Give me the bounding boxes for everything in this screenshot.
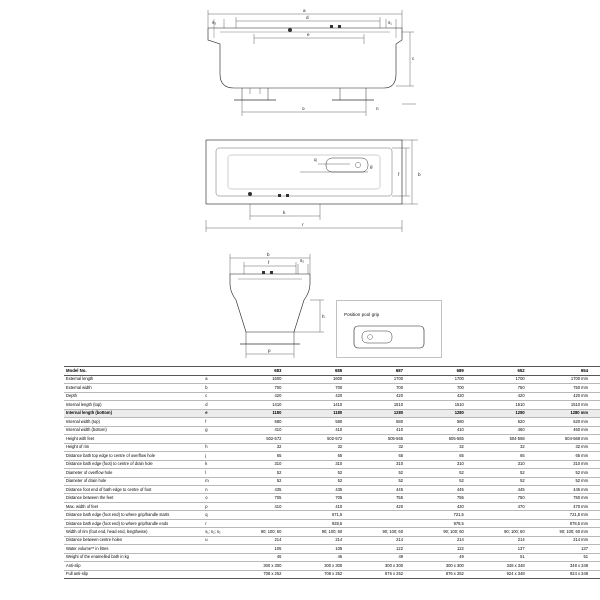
table-row <box>64 494 600 502</box>
table-row <box>64 545 600 553</box>
row-value: 214 mm <box>537 536 600 544</box>
row-value: 1700 mm <box>537 375 600 383</box>
row-value: 310 <box>293 460 354 468</box>
column-header-687: 687 <box>354 367 415 376</box>
row-value: 750 mm <box>537 384 600 392</box>
dim-label-s2: s₂ <box>300 258 305 263</box>
row-value: 410 <box>233 502 294 510</box>
row-value: 49 <box>354 553 415 561</box>
row-value: 51 <box>537 553 600 561</box>
row-value: 52 mm <box>537 477 600 485</box>
table-row <box>64 460 600 468</box>
row-value <box>476 511 537 519</box>
row-value: 137 <box>537 545 600 553</box>
table-row <box>64 375 600 383</box>
row-value: 580 <box>233 418 294 426</box>
row-value: 620 mm <box>537 418 600 426</box>
table-body <box>64 375 600 579</box>
table-row <box>64 536 600 544</box>
row-value: 65 <box>233 452 294 460</box>
row-symbol: j <box>203 452 232 460</box>
dim-label-c: c <box>412 56 415 61</box>
row-value: 410 <box>293 426 354 434</box>
table-row <box>64 562 600 570</box>
row-symbol <box>203 553 232 561</box>
row-label: Max. width of feet <box>64 502 203 510</box>
row-value: 32 <box>415 443 476 451</box>
row-value: 214 <box>293 536 354 544</box>
row-label: Diameter of overflow hole <box>64 469 203 477</box>
row-value: 65 <box>415 452 476 460</box>
row-value: 410 <box>233 426 294 434</box>
row-symbol <box>203 570 232 578</box>
row-value: 420 <box>415 502 476 510</box>
row-label: Distance foot end of bath edge to centre of foot <box>64 485 203 493</box>
dim-label-r: r <box>302 222 304 227</box>
dim-label-b: b <box>418 172 421 177</box>
row-symbol: u <box>203 536 232 544</box>
row-value: 90; 100; 60 mm <box>537 528 600 536</box>
row-value: 105 <box>293 545 354 553</box>
row-value: 300 x 300 <box>354 562 415 570</box>
dim-label-k: k <box>283 210 286 215</box>
row-value: 52 <box>293 469 354 477</box>
table-row <box>64 553 600 561</box>
row-value: 580 <box>354 418 415 426</box>
row-value: 502-572 <box>293 435 354 443</box>
table-row <box>64 435 600 443</box>
table-row <box>64 570 600 578</box>
row-value: 755 <box>415 494 476 502</box>
row-value: 445 mm <box>537 485 600 493</box>
row-symbol: b <box>203 384 232 392</box>
row-value <box>354 511 415 519</box>
row-value: 214 <box>233 536 294 544</box>
row-label: Depth <box>64 392 203 400</box>
row-label: External length <box>64 375 203 383</box>
row-value: 1410 <box>293 401 354 409</box>
row-value: 1510 mm <box>537 401 600 409</box>
row-value: 876 x 252 <box>415 570 476 578</box>
row-symbol <box>203 562 232 570</box>
row-symbol: m <box>203 477 232 485</box>
dim-label-d: d <box>306 15 309 20</box>
row-value: 1600 <box>233 375 294 383</box>
row-value: 46 <box>293 553 354 561</box>
row-value: 876 x 252 <box>354 570 415 578</box>
table-row <box>64 528 600 536</box>
row-label: Distance bath edge (foot) to centre of drain hole <box>64 460 203 468</box>
row-value: 420 <box>476 392 537 400</box>
table-row <box>64 384 600 392</box>
row-value <box>354 519 415 527</box>
drawing-plan-view <box>190 128 430 238</box>
row-value: 1510 <box>415 401 476 409</box>
dim-label-o: o <box>302 106 305 111</box>
row-value: 52 <box>233 477 294 485</box>
row-value: 1280 <box>415 409 476 417</box>
row-value: 1280 <box>354 409 415 417</box>
row-value: 90; 100; 60 <box>415 528 476 536</box>
row-value: 52 mm <box>537 469 600 477</box>
table-row <box>64 418 600 426</box>
row-value: 420 <box>415 392 476 400</box>
row-value: 1700 <box>354 375 415 383</box>
row-value: 137 <box>476 545 537 553</box>
row-label: Diameter of drain hole <box>64 477 203 485</box>
dim-label-s3: s₃ <box>212 20 217 25</box>
dim-label-f2: f <box>268 260 270 265</box>
column-header-652: 652 <box>476 367 537 376</box>
row-value: 90; 100; 60 <box>293 528 354 536</box>
pool-grip-note: Position pool grip <box>344 312 380 317</box>
row-value: 52 <box>476 469 537 477</box>
row-symbol: f <box>203 418 232 426</box>
table-row <box>64 409 600 417</box>
row-label: Anti-slip <box>64 562 203 570</box>
row-value: 700 <box>415 384 476 392</box>
table-row <box>64 511 600 519</box>
row-symbol <box>203 545 232 553</box>
row-value: 671,5 <box>293 511 354 519</box>
row-value: 1280 mm <box>537 409 600 417</box>
row-label: Height of rim <box>64 443 203 451</box>
row-value: 705 <box>233 494 294 502</box>
row-label: External width <box>64 384 203 392</box>
row-value: 52 <box>415 477 476 485</box>
row-value: 410 <box>293 502 354 510</box>
row-value: 580 <box>415 418 476 426</box>
dim-label-g2: g <box>370 164 373 169</box>
dim-label-e: e <box>307 32 310 37</box>
row-value: 1600 <box>293 375 354 383</box>
row-value: 214 <box>476 536 537 544</box>
row-value: 1510 <box>354 401 415 409</box>
row-value: 470 mm <box>537 502 600 510</box>
row-value: 700 <box>293 384 354 392</box>
row-value: 700 <box>233 384 294 392</box>
row-value: 410 <box>354 426 415 434</box>
row-label: Distance between centre holes <box>64 536 203 544</box>
row-value: 928,5 <box>293 519 354 527</box>
table-row <box>64 502 600 510</box>
row-value: 460 <box>476 426 537 434</box>
row-label: Internal width (top) <box>64 418 203 426</box>
row-value: 122 <box>415 545 476 553</box>
column-header-685: 685 <box>293 367 354 376</box>
row-label: Internal length (bottom) <box>64 409 203 417</box>
dim-label-n: n <box>376 106 379 111</box>
row-value: 700 <box>354 384 415 392</box>
row-value: 65 <box>476 452 537 460</box>
row-value: 420 <box>354 392 415 400</box>
column-header-654: 654 <box>537 367 600 376</box>
row-value: 1180 <box>233 409 294 417</box>
row-value: 1180 <box>293 409 354 417</box>
row-value: 445 <box>415 485 476 493</box>
dim-label-q: q <box>314 157 317 162</box>
row-label: Width of rim (foot end, head end, lengthwise) <box>64 528 203 536</box>
row-value <box>233 511 294 519</box>
table-row <box>64 426 600 434</box>
row-label: Internal width (bottom) <box>64 426 203 434</box>
table-row <box>64 401 600 409</box>
row-label: Full anti-slip <box>64 570 203 578</box>
row-value: 435 <box>293 485 354 493</box>
row-symbol: g <box>203 426 232 434</box>
row-symbol: o <box>203 494 232 502</box>
drawing-pool-grip-box <box>336 300 442 358</box>
row-value: 52 <box>415 469 476 477</box>
row-symbol: c <box>203 392 232 400</box>
table-row <box>64 519 600 527</box>
row-value: 32 <box>233 443 294 451</box>
row-value: 750 <box>476 494 537 502</box>
table-header-row <box>64 367 600 376</box>
row-label: Distance between the feet <box>64 494 203 502</box>
table-row <box>64 452 600 460</box>
table-row <box>64 443 600 451</box>
row-value: 750 mm <box>537 494 600 502</box>
row-value: 420 mm <box>537 392 600 400</box>
row-value: 721,5 <box>415 511 476 519</box>
row-symbol: h <box>203 443 232 451</box>
column-header-689: 689 <box>415 367 476 376</box>
row-value: 502-572 <box>233 435 294 443</box>
row-value: 46 <box>233 553 294 561</box>
row-value: 32 <box>476 443 537 451</box>
row-value: 924 x 348 <box>537 570 600 578</box>
row-value: 51 <box>476 553 537 561</box>
row-value: 300 x 300 <box>293 562 354 570</box>
row-value: 310 <box>233 460 294 468</box>
table-row <box>64 469 600 477</box>
row-label: Distance bath top edge to centre of overflow hole <box>64 452 203 460</box>
column-header-model: Model No. <box>64 367 203 376</box>
row-value: 122 <box>354 545 415 553</box>
row-value: 505-565 <box>354 435 415 443</box>
row-value: 52 <box>293 477 354 485</box>
row-value: 504-568 mm <box>537 435 600 443</box>
row-value: 1510 <box>476 401 537 409</box>
row-symbol: r <box>203 519 232 527</box>
row-value: 1280 <box>476 409 537 417</box>
row-value: 214 <box>354 536 415 544</box>
row-value <box>476 519 537 527</box>
row-value: 52 <box>354 477 415 485</box>
row-symbol: d <box>203 401 232 409</box>
row-symbol: a <box>203 375 232 383</box>
row-value: 1700 <box>415 375 476 383</box>
row-value: 435 <box>233 485 294 493</box>
row-symbol: n <box>203 485 232 493</box>
row-value: 755 <box>354 494 415 502</box>
dim-label-b2: b <box>267 252 270 257</box>
row-value: 580 <box>293 418 354 426</box>
row-value: 310 <box>415 460 476 468</box>
row-value: 90; 100; 60 <box>354 528 415 536</box>
row-value: 978,5 <box>415 519 476 527</box>
row-symbol: l <box>203 469 232 477</box>
table-row <box>64 485 600 493</box>
dim-label-f: f <box>398 172 400 177</box>
row-symbol: e <box>203 409 232 417</box>
row-value: 445 <box>354 485 415 493</box>
row-value: 504-568 <box>476 435 537 443</box>
row-symbol: p <box>203 502 232 510</box>
row-value: 105 <box>233 545 294 553</box>
row-value: 65 mm <box>537 452 600 460</box>
row-value: 65 <box>293 452 354 460</box>
row-value: 300 x 300 <box>415 562 476 570</box>
dim-label-p: p <box>268 348 271 353</box>
row-value: 410 <box>415 426 476 434</box>
row-value: 52 <box>233 469 294 477</box>
specifications-table <box>64 366 600 579</box>
row-value: 750 <box>476 384 537 392</box>
row-value: 32 mm <box>537 443 600 451</box>
column-header-683: 683 <box>233 367 294 376</box>
row-value: 32 <box>354 443 415 451</box>
row-value: 310 <box>354 460 415 468</box>
dim-label-h: h <box>322 314 325 319</box>
row-value: 90; 100; 60 <box>476 528 537 536</box>
row-value: 978,5 mm <box>537 519 600 527</box>
drawing-end-elevation <box>210 248 330 358</box>
row-label: Distance bath edge (foot end) to where grip/handle ends <box>64 519 203 527</box>
row-value: 470 <box>476 502 537 510</box>
row-symbol <box>203 435 232 443</box>
row-value: 1410 <box>233 401 294 409</box>
row-label: Internal length (top) <box>64 401 203 409</box>
row-value: 65 <box>354 452 415 460</box>
row-value: 420 <box>354 502 415 510</box>
row-label: Height with feet <box>64 435 203 443</box>
row-value: 49 <box>415 553 476 561</box>
row-value: 420 <box>293 392 354 400</box>
row-symbol: q <box>203 511 232 519</box>
row-value: 300 x 300 <box>233 562 294 570</box>
row-value: 348 x 348 <box>537 562 600 570</box>
row-value: 705 <box>293 494 354 502</box>
row-value: 460 mm <box>537 426 600 434</box>
row-value: 214 <box>415 536 476 544</box>
row-value: 1700 <box>476 375 537 383</box>
row-value: 52 <box>354 469 415 477</box>
row-value: 445 <box>476 485 537 493</box>
row-value: 708 x 252 <box>293 570 354 578</box>
row-value: 620 <box>476 418 537 426</box>
row-label: Distance bath edge (foot end) to where grip/handle starts <box>64 511 203 519</box>
column-header-symbol <box>203 367 232 376</box>
dim-label-s1: s₁ <box>388 20 392 25</box>
row-value: 90; 100; 60 <box>233 528 294 536</box>
row-value <box>233 519 294 527</box>
row-value: 310 <box>476 460 537 468</box>
row-label: Weight of the enamelled bath in kg <box>64 553 203 561</box>
drawing-side-elevation <box>190 4 420 122</box>
table-row <box>64 392 600 400</box>
row-value: 420 <box>233 392 294 400</box>
row-value: 505-565 <box>415 435 476 443</box>
row-symbol: s₁; s₂; s₃ <box>203 528 232 536</box>
row-symbol: k <box>203 460 232 468</box>
row-label: Water volume** in litres <box>64 545 203 553</box>
row-value: 924 x 348 <box>476 570 537 578</box>
row-value: 52 <box>476 477 537 485</box>
row-value: 348 x 348 <box>476 562 537 570</box>
table-row <box>64 477 600 485</box>
dim-label-a: a <box>303 8 306 13</box>
row-value: 310 mm <box>537 460 600 468</box>
row-value: 721,5 mm <box>537 511 600 519</box>
row-value: 708 x 252 <box>233 570 294 578</box>
row-value: 32 <box>293 443 354 451</box>
